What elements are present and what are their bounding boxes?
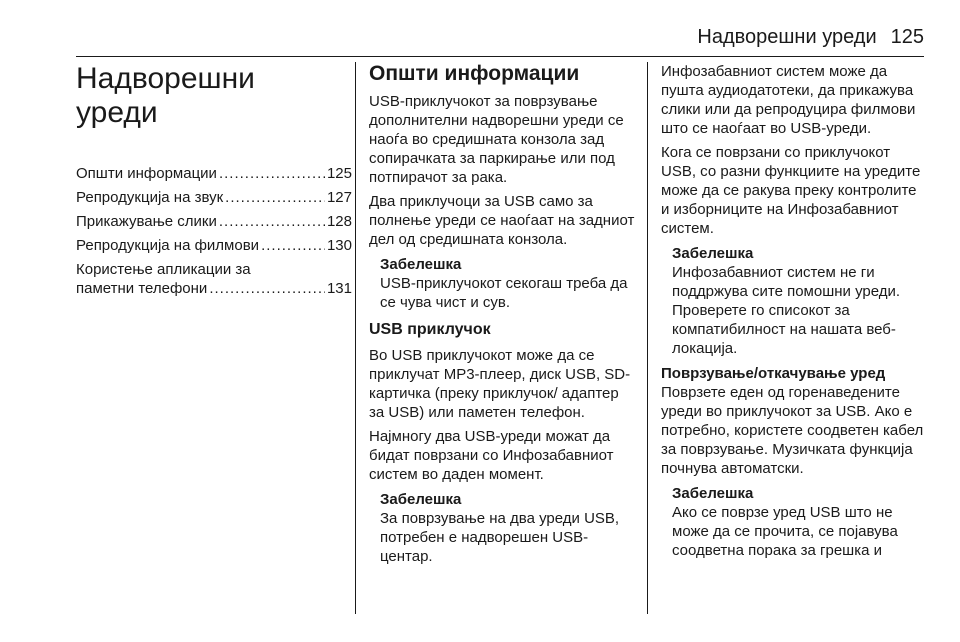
- toc-entry-line2: [76, 279, 352, 298]
- paragraph: Во USB приклучокот може да се приклучат MP3-плеер, диск USB, SD-картичка (преку приклучок/ адаптер за USB) или паметен телефон.: [369, 347, 631, 421]
- toc-label: Прикажување слики: [76, 213, 217, 230]
- toc-leader: [261, 236, 325, 255]
- note-text: За поврзување на два уреди USB, потребен е надворешен USB-центар.: [380, 510, 620, 565]
- toc-leader: [219, 212, 325, 231]
- toc-entry[interactable]: [76, 164, 352, 183]
- toc-page: 125: [326, 165, 352, 182]
- section-heading: Општи информации: [369, 62, 580, 85]
- paragraph: Два приклучоци за USB само за полнење уреди се наоѓаат на задниот дел од средишната конзола.: [369, 193, 635, 248]
- note-text: Ако се поврзе уред USB што не може да се прочита, се појавува соодветна порака за грешка и: [672, 504, 898, 559]
- running-title: Надворешни уреди: [697, 26, 877, 48]
- toc-entry[interactable]: [76, 188, 352, 207]
- note-box: [380, 255, 635, 312]
- chapter-title-line2: уреди: [76, 96, 158, 129]
- toc-page: 127: [326, 189, 352, 206]
- toc-entry[interactable]: [76, 212, 352, 231]
- chapter-title: [76, 62, 352, 130]
- column-divider-2: [647, 62, 648, 614]
- toc-label: Општи информации: [76, 165, 217, 182]
- paragraph: Најмногу два USB-уреди можат да бидат поврзани со Инфозабавниот систем во даден момент.: [369, 428, 614, 483]
- note-box: [380, 490, 635, 566]
- toc-page: 131: [326, 280, 352, 297]
- running-header: [697, 26, 924, 49]
- paragraph: Кога се поврзани со приклучокот USB, со разни функциите на уредите може да се ракува преку контролите и изборниците на Инфозабавниот систем.: [661, 144, 921, 237]
- toc-leader: [219, 164, 325, 183]
- column-toc: [76, 62, 352, 303]
- header-rule: [76, 56, 924, 57]
- note-title: Забелешка: [672, 245, 754, 262]
- chapter-title-line1: Надворешни: [76, 62, 255, 95]
- paragraph: Инфозабавниот систем може да пушта аудиодатотеки, да прикажува слики или да репродуцира филмови што се наоѓаат во USB-уреди.: [661, 63, 916, 137]
- toc-label-line2: паметни телефони: [76, 280, 208, 297]
- column-usb-details: [661, 62, 925, 566]
- toc-label-line1: Користење апликации за: [76, 261, 251, 278]
- minor-heading: Поврзување/откачување уред: [661, 365, 886, 382]
- note-text: USB-приклучокот секогаш треба да се чува чист и сув.: [380, 275, 628, 311]
- toc-label: Репродукција на звук: [76, 189, 224, 206]
- paragraph: Поврзете еден од горенаведените уреди во приклучокот за USB. Ако е потребно, користете соодветен кабел за поврзување. Музичката функција почнува автоматски.: [661, 384, 924, 477]
- subsection-heading: USB приклучок: [369, 321, 491, 338]
- note-title: Забелешка: [380, 256, 462, 273]
- toc-page: 130: [326, 237, 352, 254]
- note-box: [672, 244, 925, 358]
- toc-label: Репродукција на филмови: [76, 237, 260, 254]
- toc-leader: [209, 279, 325, 298]
- column-divider-1: [355, 62, 356, 614]
- note-text: Инфозабавниот систем не ги поддржува сите помошни уреди. Проверете го списокот за компатибилност на нашата веб-локација.: [672, 264, 901, 357]
- toc-page: 128: [326, 213, 352, 230]
- note-box: [672, 484, 925, 560]
- toc-leader: [225, 188, 325, 207]
- toc-entry-multiline[interactable]: [76, 260, 352, 298]
- column-general-info: [369, 62, 635, 572]
- page-number: 125: [890, 26, 924, 48]
- toc-entry[interactable]: [76, 236, 352, 255]
- note-title: Забелешка: [672, 485, 754, 502]
- note-title: Забелешка: [380, 491, 462, 508]
- paragraph: USB-приклучокот за поврзување дополнителни надворешни уреди се наоѓа во средишната конзола зад сопирачката за паркирање или под потпирачот за рака.: [369, 93, 624, 186]
